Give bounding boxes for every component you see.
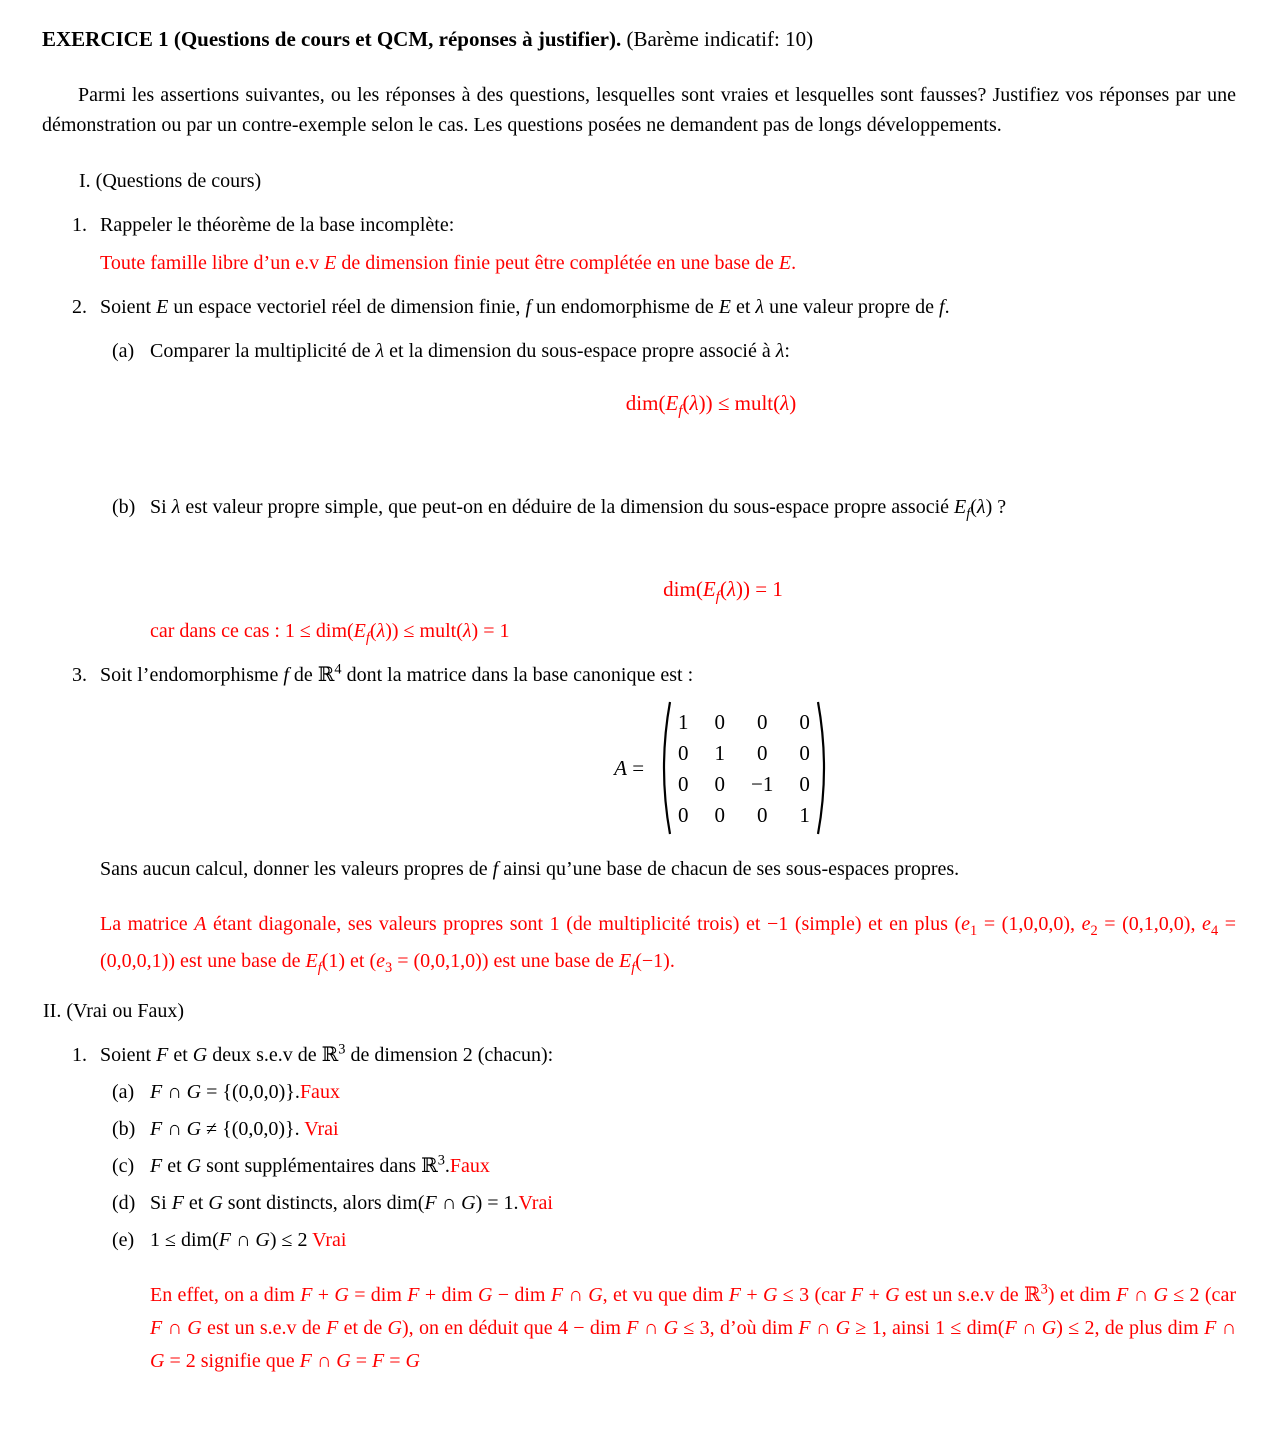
section-1-heading: I. (Questions de cours) <box>79 170 262 192</box>
matrix-cell: 0 <box>799 709 810 734</box>
tf-item-c <box>112 1151 1236 1181</box>
tf-item-e <box>112 1225 1236 1255</box>
section-2-heading: II. (Vrai ou Faux) <box>43 1000 184 1022</box>
question-2 <box>72 292 1236 646</box>
matrix-cell: 0 <box>678 771 689 796</box>
exercise-title <box>42 24 1236 54</box>
question-1-text: Rappeler le théorème de la base incomplète: <box>100 214 455 236</box>
tf-item-e-statement: 1 ≤ dim(F ∩ G) ≤ 2 <box>150 1229 308 1251</box>
matrix-cell: 0 <box>756 740 768 765</box>
matrix-cell: 1 <box>799 802 810 827</box>
question-2a <box>112 336 1236 478</box>
section-vrai-ou-faux <box>42 996 1236 1378</box>
matrix-cell: −1 <box>751 771 774 796</box>
answer-1: Toute famille libre d’un e.v E de dimension finie peut être complétée en une base de E. <box>100 252 797 274</box>
tf-item-c-label: (c) <box>112 1155 135 1177</box>
question-2b-text: Si λ est valeur propre simple, que peut-on en déduire de la dimension du sous-espace propre associé $E_f(\lambda)$ ? <box>150 496 1007 522</box>
tf-item-e-label: (e) <box>112 1229 135 1251</box>
tf-item-a-verdict: Faux <box>299 1081 340 1103</box>
matrix-lhs: A = <box>614 756 645 780</box>
question-2b <box>112 492 1236 646</box>
tf-item-b <box>112 1114 1236 1144</box>
tf-item-e-verdict: Vrai <box>312 1229 347 1251</box>
matrix-cell: 1 <box>714 740 726 765</box>
matrix-left-paren <box>656 700 672 836</box>
matrix-cell: 0 <box>714 802 726 827</box>
matrix-cell: 0 <box>678 740 689 765</box>
matrix-cell: 0 <box>714 709 726 734</box>
question-1 <box>72 210 1236 278</box>
intro-paragraph: Parmi les assertions suivantes, ou les réponses à des questions, lesquelles sont vraies et lesquelles sont fausses? Justifiez vos réponses par une démonstration ou par un contre-exemple selon le cas. Les questions posées ne demandent pas de longs développements. <box>42 84 1236 136</box>
question-2b-label: (b) <box>112 496 136 518</box>
tf-question-1-text: Soient F et G deux s.e.v de ℝ$^3$ de dimension 2 (chacun): <box>100 1041 554 1066</box>
matrix-cell: 1 <box>678 709 689 734</box>
tf-item-d <box>112 1188 1236 1218</box>
tf-item-d-label: (d) <box>112 1192 136 1214</box>
matrix-cell: 0 <box>756 802 768 827</box>
tf-item-b-label: (b) <box>112 1118 136 1140</box>
matrix-right-paren <box>816 700 832 836</box>
matrix-equation <box>100 700 1236 836</box>
section-questions-de-cours <box>42 166 1236 980</box>
tf-item-a-label: (a) <box>112 1081 135 1103</box>
answer-2b-note: car dans ce cas : $1 \le dim(E_f(\lambda))$ ≤ mult(λ) = 1 <box>150 620 510 646</box>
question-3-number: 3. <box>72 664 87 686</box>
matrix-cell: 0 <box>799 771 810 796</box>
matrix-cell: 0 <box>799 740 810 765</box>
tf-item-b-statement: F ∩ G ≠ {(0,0,0)}. <box>150 1118 300 1140</box>
tf-item-a-statement: F ∩ G = {(0,0,0)}. <box>150 1081 300 1103</box>
tf-question-1 <box>72 1040 1236 1378</box>
answer-2a-formula: $dim(E_f(\lambda))$ ≤ mult(λ) <box>625 391 797 420</box>
answer-2b-formula: $dim(E_f(\lambda)) = 1$ <box>663 577 783 606</box>
matrix-cell: 0 <box>714 771 726 796</box>
matrix-cell: 0 <box>756 709 768 734</box>
question-3-text: Soit l’endomorphisme f de ℝ$^4$ dont la matrice dans la base canonique est : <box>100 661 694 686</box>
question-2-text: Soient E un espace vectoriel réel de dimension finie, f un endomorphisme de E et λ une valeur propre de f. <box>100 296 950 318</box>
tf-item-b-verdict: Vrai <box>304 1118 339 1140</box>
question-3-followup: Sans aucun calcul, donner les valeurs propres de f ainsi qu’une base de chacun de ses sous-espaces propres. <box>100 858 960 880</box>
question-1-number: 1. <box>72 214 87 236</box>
exercise-title-bold: EXERCICE 1 (Questions de cours et QCM, réponses à justifier). <box>42 27 622 51</box>
question-2a-text: Comparer la multiplicité de λ et la dimension du sous-espace propre associé à λ: <box>150 340 790 362</box>
question-2a-label: (a) <box>112 340 135 362</box>
tf-item-d-verdict: Vrai <box>518 1192 553 1214</box>
matrix-cell: 0 <box>678 802 689 827</box>
matrix-cells <box>672 706 816 830</box>
tf-items <box>100 1077 1236 1255</box>
tf-question-1-number: 1. <box>72 1044 87 1066</box>
question-2-number: 2. <box>72 296 87 318</box>
tf-justification: En effet, on a dim F + G = dim F + dim G − dim F ∩ G, et vu que dim F + G ≤ 3 (car F + G est un s.e.v de ℝ$^3$) et dim F ∩ G ≤ 2 (car F ∩ G est un s.e.v de F et de G), on en déduit que 4 − dim F ∩ G ≤ 3, d’où dim F ∩ G ≥ 1, ainsi 1 ≤ dim(F ∩ G) ≤ 2, de plus dim F ∩ G = 2 signifie que F ∩ G = F = G <box>150 1281 1237 1372</box>
tf-item-c-verdict: Faux <box>449 1155 490 1177</box>
tf-item-d-statement: Si F et G sont distincts, alors dim(F ∩ G) = 1. <box>150 1192 519 1214</box>
tf-item-c-statement: F et G sont supplémentaires dans ℝ$^3$. <box>150 1152 450 1177</box>
question-3 <box>72 660 1236 980</box>
tf-item-a <box>112 1077 1236 1107</box>
answer-3: La matrice A étant diagonale, ses valeurs propres sont 1 (de multiplicité trois) et −1 (simple) et en plus ($e_1 = (1,0,0,0)$, $e_2 = (0,1,0,0)$, $e_4 = (0,0,0,1)$) est une base de $E_f(1)$ et $(e_3 = (0,0,1,0))$ est une base de $E_f(-1)$. <box>100 913 1237 976</box>
exercise-title-note: (Barème indicatif: 10) <box>626 27 814 51</box>
